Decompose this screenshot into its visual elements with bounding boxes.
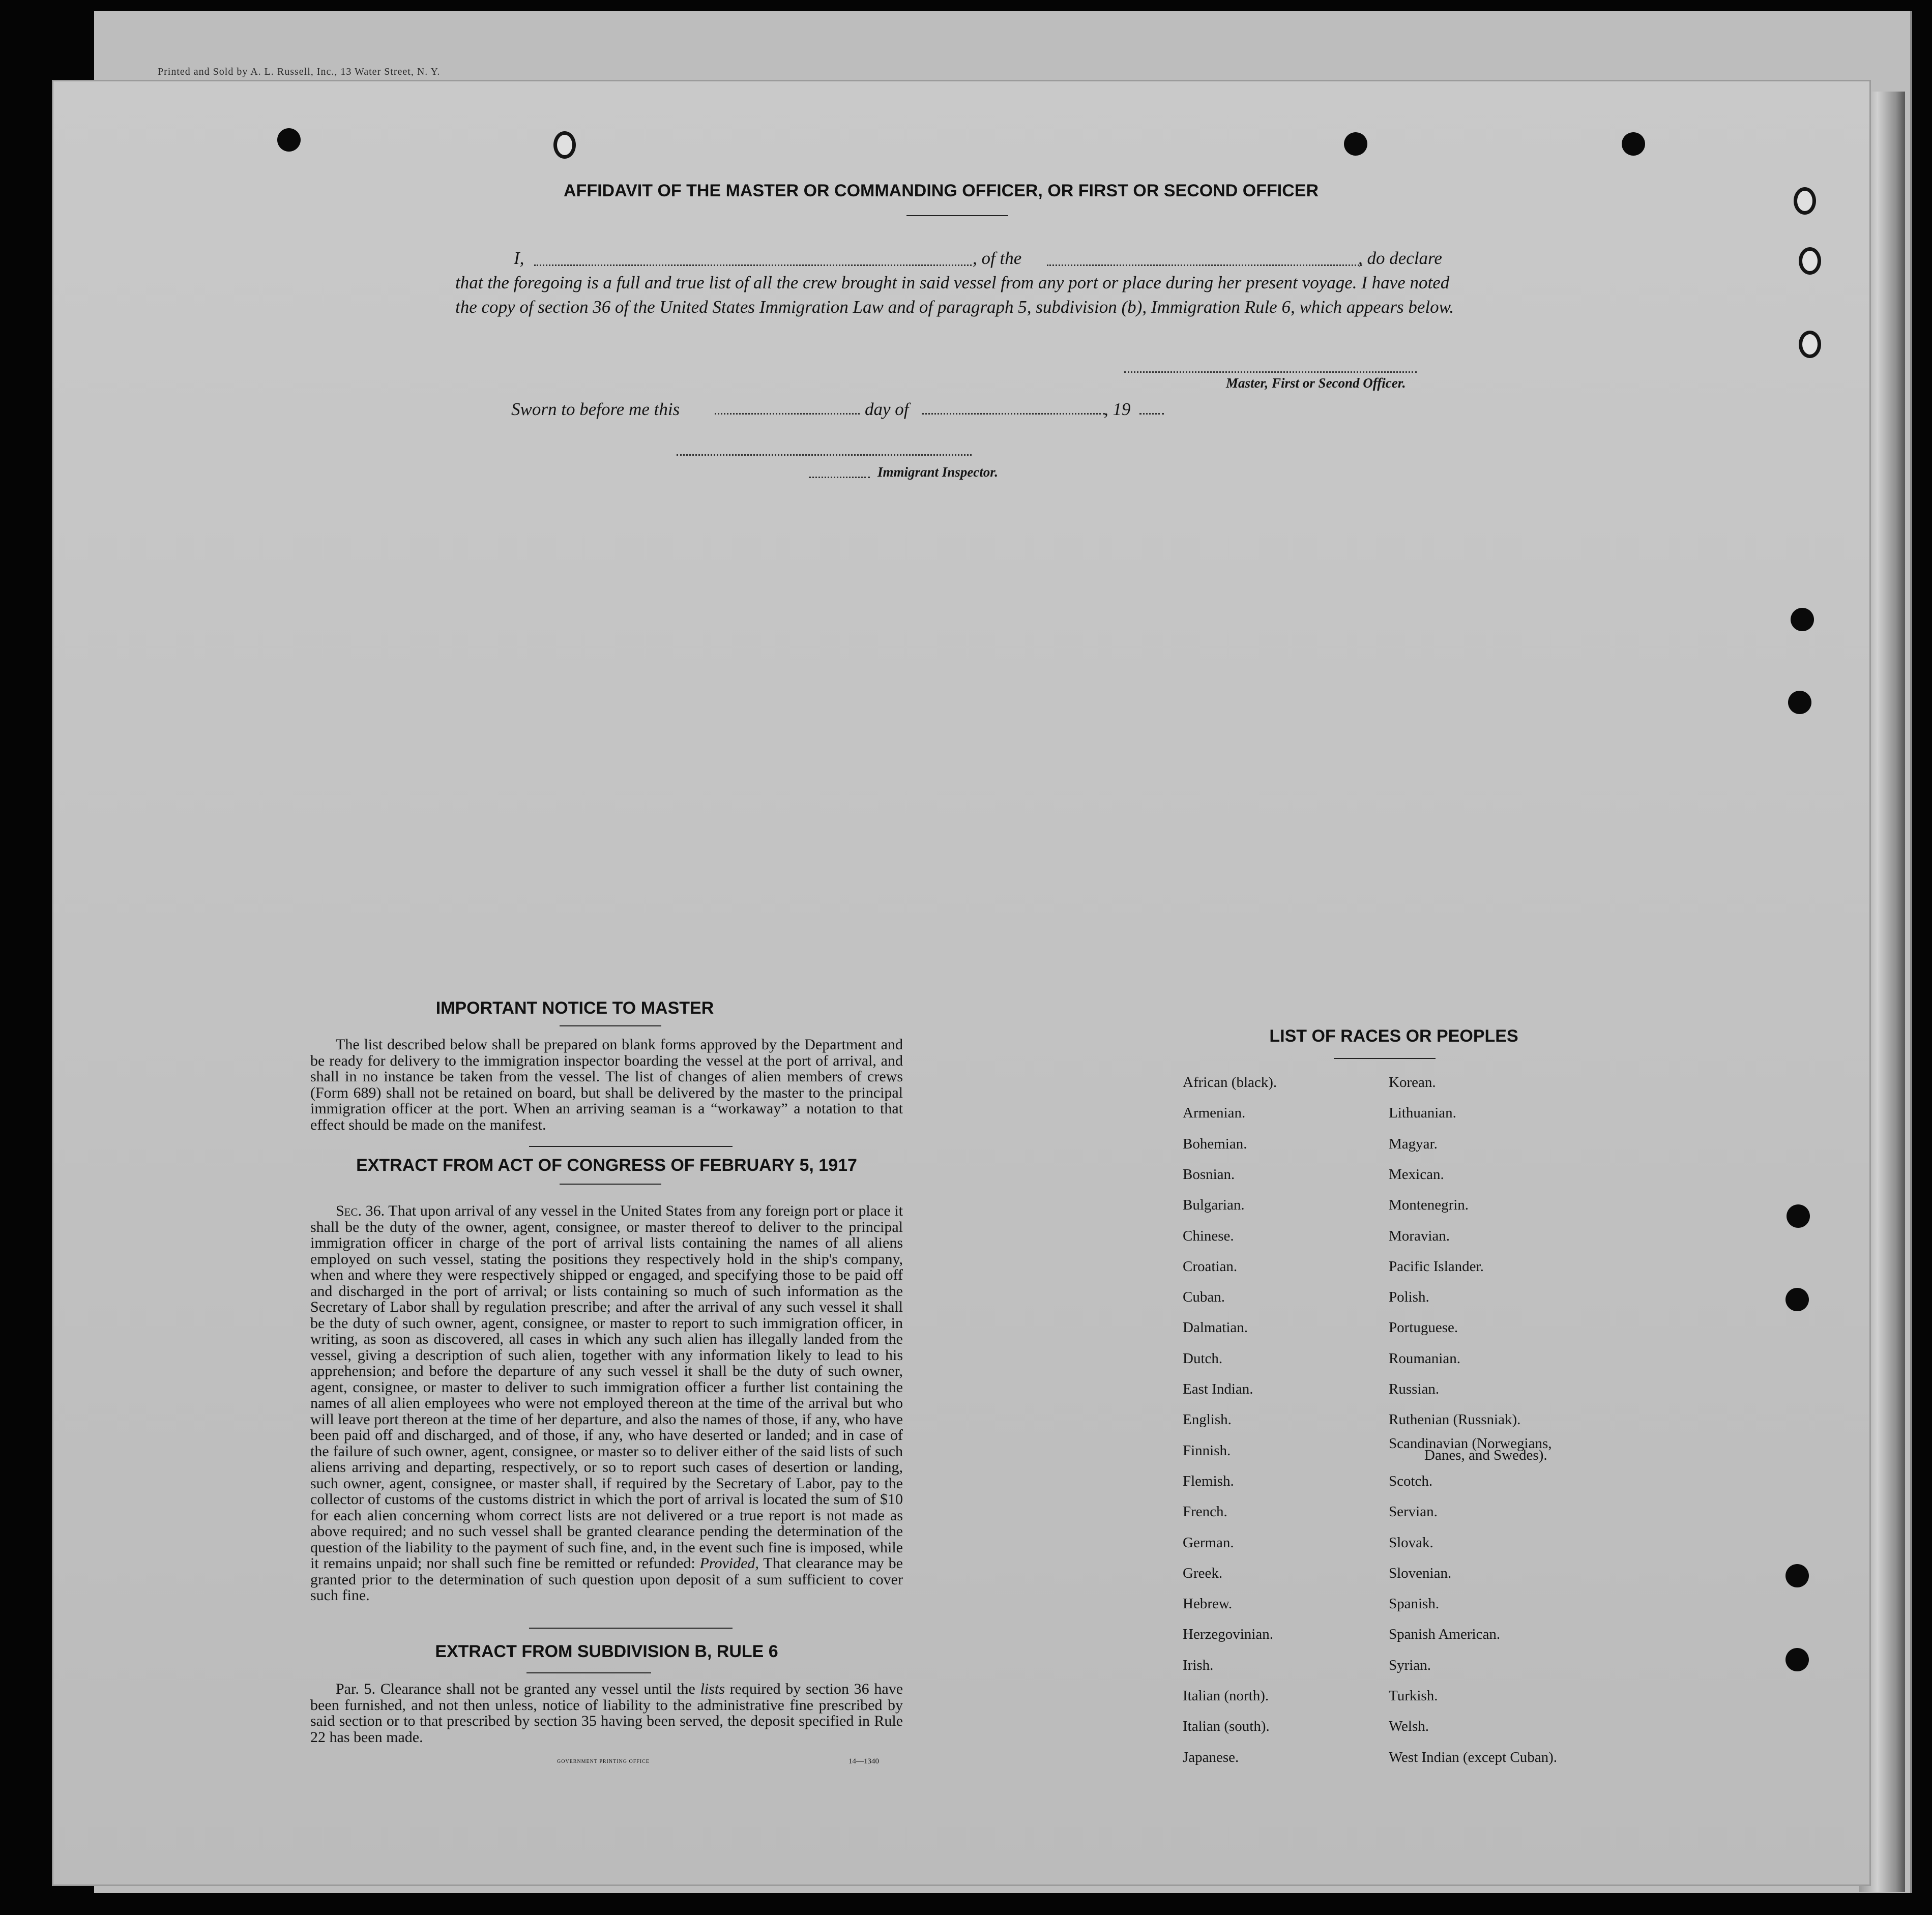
race-item: Syrian. [1389,1657,1431,1673]
punch-hole-ring [1794,187,1816,215]
punch-hole-ring [1799,331,1821,358]
affidavit-title: AFFIDAVIT OF THE MASTER OR COMMANDING OFFICER, OR FIRST OR SECOND OFFICER [564,181,1319,200]
affidavit-declare: , do declare [1358,248,1442,268]
name-blank[interactable] [534,264,972,266]
rule-text-a: Par. 5. Clearance shall not be granted any vessel until the [336,1681,695,1697]
race-item: East Indian. [1183,1381,1253,1397]
race-item: Mexican. [1389,1166,1444,1183]
year-blank[interactable] [1139,413,1164,415]
race-item: English. [1183,1411,1232,1428]
race-item: Portuguese. [1389,1319,1458,1336]
race-item: Bohemian. [1183,1135,1247,1152]
year-label: , 19 [1104,399,1131,419]
sec-label: Sec. 36. [336,1202,385,1219]
form-page [53,81,1869,1884]
notice-title: IMPORTANT NOTICE TO MASTER [435,998,714,1018]
race-item: Spanish American. [1389,1626,1501,1643]
race-item: Croatian. [1183,1258,1238,1275]
race-item: Flemish. [1183,1472,1234,1489]
race-item: Irish. [1183,1657,1214,1673]
notice-text: The list described below shall be prepared on blank forms approved by the Department and be ready for delivery to the immigration inspector boarding the vessel at the port of arrival, and shall in no instance be taken from the vessel. The list of changes of alien members of crews (Form 689) shall not be retained on board, but shall be delivered by the master to the principal immigration officer at the port. When an arriving seaman is a “workaway” a notation to that effect should be made on the manifest. [310,1036,903,1133]
race-item: French. [1183,1504,1227,1520]
title-rule [906,215,1008,216]
rule-top-rule [529,1628,733,1629]
race-item: Magyar. [1389,1135,1438,1152]
inspector-blank-short[interactable] [809,477,870,478]
punch-hole [1791,608,1814,631]
race-item: German. [1183,1534,1234,1551]
inspector-blank[interactable] [677,454,972,456]
race-item: Scandinavian (Norwegians, [1389,1435,1552,1452]
sworn-day-blank[interactable] [715,413,860,415]
punch-hole [1344,132,1367,156]
rule-lists: lists [700,1681,725,1697]
rule-text-b: required by section 36 have been furnished, and not then unless, notice of liability to the administrative fine prescribed by said section or to that prescribed by section 35 having been served, the deposit specified in Rule 22 has been made. [310,1681,903,1746]
race-item: Moravian. [1389,1227,1450,1244]
race-item: Finnish. [1183,1442,1231,1459]
race-item: Chinese. [1183,1227,1234,1244]
races-title: LIST OF RACES OR PEOPLES [1269,1026,1518,1046]
rule-rule [526,1672,651,1673]
punch-hole [1785,1648,1809,1671]
punch-hole [1787,1204,1810,1228]
race-item: Slovenian. [1389,1565,1452,1581]
race-item: Herzegovinian. [1183,1626,1273,1643]
race-item: Montenegrin. [1389,1197,1469,1214]
sworn-label: Sworn to before me this [511,399,680,419]
race-item: Ruthenian (Russniak). [1389,1411,1521,1428]
race-item: Scotch. [1389,1472,1433,1489]
race-item: Hebrew. [1183,1596,1233,1612]
race-item: Turkish. [1389,1688,1438,1704]
race-item: Welsh. [1389,1718,1429,1735]
punch-hole-ring [553,131,576,159]
rule-body [310,1681,903,1745]
race-item: Spanish. [1389,1596,1440,1612]
printer-line: Printed and Sold by A. L. Russell, Inc., 13 Water Street, N. Y. [158,66,441,77]
act-body [310,1203,903,1604]
race-item: Pacific Islander. [1389,1258,1484,1275]
race-item: Roumanian. [1389,1350,1460,1367]
notice-rule [560,1025,661,1026]
vessel-blank[interactable] [1047,264,1362,266]
day-of-label: day of [865,399,909,419]
race-item: Armenian. [1183,1105,1246,1122]
act-title: EXTRACT FROM ACT OF CONGRESS OF FEBRUARY 5, 1917 [356,1156,857,1175]
signature-blank[interactable] [1124,371,1417,373]
races-rule [1334,1058,1436,1059]
race-item: West Indian (except Cuban). [1389,1749,1558,1765]
race-item: Dalmatian. [1183,1319,1248,1336]
punch-hole [1785,1564,1809,1587]
race-item: Italian (north). [1183,1688,1269,1704]
punch-hole-ring [1799,247,1821,275]
punch-hole [277,128,301,152]
affidavit-of-the: , of the [973,248,1022,268]
rule-title: EXTRACT FROM SUBDIVISION B, RULE 6 [435,1642,778,1661]
punch-hole [1622,132,1645,156]
race-item: Japanese. [1183,1749,1239,1765]
notice-body [310,1037,903,1133]
inspector-label: Immigrant Inspector. [877,464,999,480]
race-item: African (black). [1183,1074,1277,1091]
affidavit-body: that the foregoing is a full and true list of all the crew brought in said vessel from any port or place during her present voyage. I have noted the copy of section 36 of the United States Immigration Law and of paragraph 5, subdivision (b), Immigration Rule 6, which appears below. [455,273,1454,317]
race-item: Slovak. [1389,1534,1433,1551]
race-item: Servian. [1389,1504,1438,1520]
punch-hole [1785,1288,1809,1311]
form-number: 14—1340 [848,1757,879,1765]
affidavit-i: I, [514,248,524,268]
race-item: Korean. [1389,1074,1436,1091]
race-item: Cuban. [1183,1289,1225,1306]
race-item: Dutch. [1183,1350,1223,1367]
race-item: Greek. [1183,1565,1223,1581]
race-item: Danes, and Swedes). [1424,1447,1547,1463]
act-rule [560,1184,661,1185]
signature-label: Master, First or Second Officer. [1226,375,1406,391]
gpo-footer: GOVERNMENT PRINTING OFFICE [557,1759,650,1764]
race-item: Polish. [1389,1289,1429,1306]
punch-hole [1788,691,1811,714]
race-item: Lithuanian. [1389,1105,1456,1122]
race-item: Bulgarian. [1183,1197,1245,1214]
sworn-month-blank[interactable] [922,413,1105,415]
act-text-2: That clearance may be granted prior to the determination of such question upon deposit of a sum sufficient to cover such fine. [310,1555,903,1604]
provided-label: Provided, [699,1555,759,1572]
race-item: Italian (south). [1183,1718,1270,1735]
race-item: Russian. [1389,1381,1440,1397]
act-text-1: That upon arrival of any vessel in the United States from any foreign port or place it shall be the duty of the owner, agent, consignee, or master thereof to deliver to the principal immigration officer in charge of the port of arrival lists containing the names of all aliens employed on such vessel, stating the positions they respectively hold in the ship's company, when and where they were respectively shipped or engaged, and specifying those to be paid off and discharged in the port of arrival; or lists containing so much of such information as the Secretary of Labor shall by regulation prescribe; and after the arrival of any such vessel it shall be the duty of such owner, agent, consignee, or master to report to such immigration officer, in writing, as soon as discovered, all cases in which any such alien has illegally landed from the vessel, giving a description of such alien, together with any information likely to lead to his apprehension; and before the departure of any such vessel it shall be the duty of such owner, agent, consignee, or master to deliver to such immigration officer a further list containing the names of all alien employees who were not employed thereon at the time of the arrival but who will leave port thereon at the time of her departure, and also the names of those, if any, who have been paid off and discharged, and of those, if any, who have deserted or landed; and in case of the failure of such owner, agent, consignee, or master so to deliver either of the said lists of such aliens arriving and departing, respectively, or so to report such cases of desertion or landing, such owner, agent, consignee, or master shall, if required by the Secretary of Labor, pay to the collector of customs of the customs district in which the port of arrival is located the sum of $10 for each alien concerning whom correct lists are not delivered or a true report is not made as above required; and no such vessel shall be granted clearance pending the determination of the question of the liability to the payment of such fine, and, in the event such fine is imposed, while it remains unpaid; nor shall such fine be remitted or refunded: [310,1202,903,1572]
act-top-rule [529,1146,733,1147]
race-item: Bosnian. [1183,1166,1235,1183]
